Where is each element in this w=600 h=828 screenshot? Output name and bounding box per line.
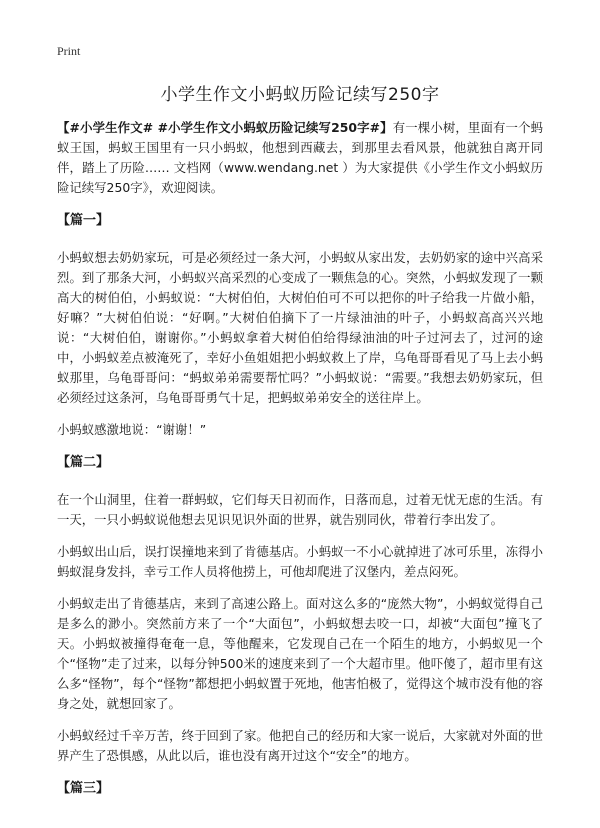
print-link[interactable]: Print bbox=[57, 44, 81, 58]
section-2-paragraph-3: 小蚂蚁走出了肯德基店，来到了高速公路上。面对这么多的“庞然大物”，小蚂蚁觉得自己是多么的渺小。突然前方来了一个“大面包”，小蚂蚁想去咬一口，却被“大面包”撞飞了天。小蚂蚁被撞得奄奄一息，等他醒来，它发现自己在一个陌生的地方，小蚂蚁见一个个“怪物”走了过来，以每分钟500米的速度来到了一个大超市里。他吓傻了，超市里有这么多“怪物”，每个“怪物”都想把小蚂蚁置于死地，他害怕极了，觉得这个城市没有他的容身之处，就想回家了。 bbox=[57, 596, 543, 711]
page-title: 小学生作文小蚂蚁历险记续写250字 bbox=[160, 85, 440, 105]
section-1-paragraph-2: 小蚂蚁感激地说：“谢谢！” bbox=[57, 422, 207, 437]
article-body bbox=[57, 118, 543, 816]
section-heading-3: 【篇三】 bbox=[57, 781, 110, 796]
section-2-paragraph-1: 在一个山洞里，住着一群蚂蚁，它们每天日初而作，日落而息，过着无忧无虑的生活。有一天，一只小蚂蚁说他想去见识见识外面的世界，就告别同伙，带着行李出发了。 bbox=[57, 492, 543, 527]
section-heading-1: 【篇一】 bbox=[57, 213, 110, 228]
intro-tag: 【#小学生作文# #小学生作文小蚂蚁历险记续写250字#】 bbox=[57, 120, 393, 135]
intro-text: 有一棵小树，里面有一个蚂蚁王国，蚂蚁王国里有一只小蚂蚁，他想到西藏去，到那里去看风景，他就独自离开同伴，踏上了历险…… 文档网（www.wendang.net ）为大家提供《小学生作文小蚂蚁历险记续写250字》，欢迎阅读。 bbox=[57, 120, 543, 195]
section-heading-2: 【篇二】 bbox=[57, 455, 110, 470]
section-2-paragraph-2: 小蚂蚁出山后，误打误撞地来到了肯德基店。小蚂蚁一不小心就掉进了冰可乐里，冻得小蚂蚁混身发抖，幸亏工作人员将他捞上，可他却爬进了汉堡内，差点闷死。 bbox=[57, 544, 543, 579]
section-2-paragraph-4: 小蚂蚁经过千辛万苦，终于回到了家。他把自己的经历和大家一说后，大家就对外面的世界产生了恐惧感，从此以后，谁也没有离开过这个“安全”的地方。 bbox=[57, 728, 543, 763]
intro-paragraph bbox=[57, 118, 543, 198]
section-1-paragraph-1: 小蚂蚁想去奶奶家玩，可是必须经过一条大河，小蚂蚁从家出发，去奶奶家的途中兴高采烈。到了那条大河，小蚂蚁兴高采烈的心变成了一颗焦急的心。突然，小蚂蚁发现了一颗高大的树伯伯，小蚂蚁说：“大树伯伯，大树伯伯可不可以把你的叶子给我一片做小船，好嘛？”大树伯伯说：“好啊。”大树伯伯摘下了一片绿油油的叶子，小蚂蚁高高兴兴地说：“大树伯伯，谢谢你。”小蚂蚁拿着大树伯伯给得绿油油的叶子过河去了，过河的途中，小蚂蚁差点被淹死了，幸好小鱼姐姐把小蚂蚁救上了岸，乌龟哥哥看见了马上去小蚂蚁那里，乌龟哥哥问：“蚂蚁弟弟需要帮忙吗？”小蚂蚁说：“需要。”我想去奶奶家玩，但必须经过这条河，乌龟哥哥勇气十足，把蚂蚁弟弟安全的送往岸上。 bbox=[57, 250, 543, 405]
